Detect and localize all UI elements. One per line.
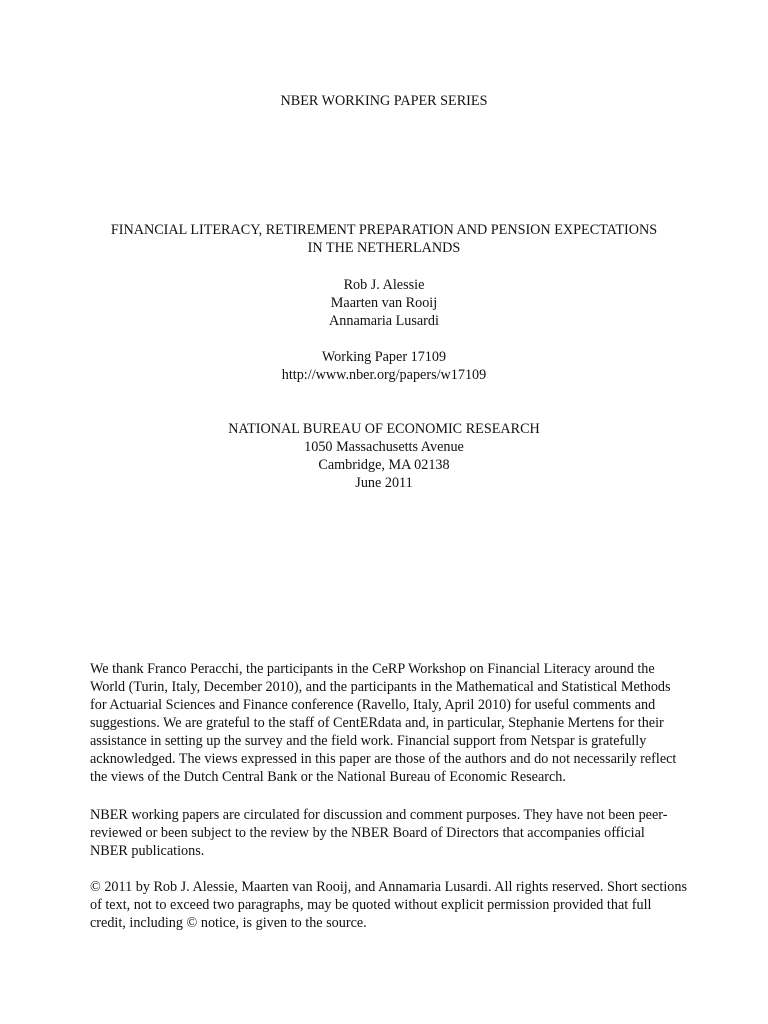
title-line-1: FINANCIAL LITERACY, RETIREMENT PREPARATION AND PENSION EXPECTATIONS xyxy=(110,222,658,238)
copyright-line: © 2011 by Rob J. Alessie, Maarten van Rooij, and Annamaria Lusardi. All rights reserved. Short sections xyxy=(90,879,687,895)
publication-date: June 2011 xyxy=(355,475,413,491)
disclaimer-line: NBER publications. xyxy=(90,843,205,859)
copyright-paragraph xyxy=(90,878,687,932)
acknowledgments-line: the views of the Dutch Central Bank or the National Bureau of Economic Research. xyxy=(90,769,566,785)
disclaimer-line: NBER working papers are circulated for discussion and comment purposes. They have not been peer- xyxy=(90,807,668,823)
author-2: Maarten van Rooij xyxy=(330,295,438,311)
author-3: Annamaria Lusardi xyxy=(329,313,439,329)
copyright-line: of text, not to exceed two paragraphs, may be quoted without explicit permission provided that full xyxy=(90,897,652,913)
working-paper-number: Working Paper 17109 xyxy=(321,349,447,365)
acknowledgments-line: assistance in setting up the survey and the field work. Financial support from Netspar is gratefully xyxy=(90,733,647,749)
disclaimer-paragraph xyxy=(90,806,682,860)
acknowledgments-line: We thank Franco Peracchi, the participants in the CeRP Workshop on Financial Literacy around the xyxy=(90,661,655,677)
acknowledgments-paragraph xyxy=(90,660,682,786)
acknowledgments-line: for Actuarial Sciences and Finance conference (Ravello, Italy, April 2010) for useful comments and xyxy=(90,697,656,713)
series-header: NBER WORKING PAPER SERIES xyxy=(280,93,488,109)
institution-address-line-1: 1050 Massachusetts Avenue xyxy=(304,439,464,455)
disclaimer-line: reviewed or been subject to the review by the NBER Board of Directors that accompanies official xyxy=(90,825,645,841)
acknowledgments-line: suggestions. We are grateful to the staff of CentERdata and, in particular, Stephanie Mertens for their xyxy=(90,715,664,731)
institution-name: NATIONAL BUREAU OF ECONOMIC RESEARCH xyxy=(228,421,540,437)
author-1: Rob J. Alessie xyxy=(343,277,425,293)
copyright-line: credit, including © notice, is given to the source. xyxy=(90,915,367,931)
acknowledgments-line: World (Turin, Italy, December 2010), and the participants in the Mathematical and Statistical Methods xyxy=(90,679,671,695)
paper-url: http://www.nber.org/papers/w17109 xyxy=(281,367,487,383)
title-line-2: IN THE NETHERLANDS xyxy=(307,240,461,256)
acknowledgments-line: acknowledged. The views expressed in this paper are those of the authors and do not necessarily reflect xyxy=(90,751,677,767)
institution-address-line-2: Cambridge, MA 02138 xyxy=(318,457,450,473)
